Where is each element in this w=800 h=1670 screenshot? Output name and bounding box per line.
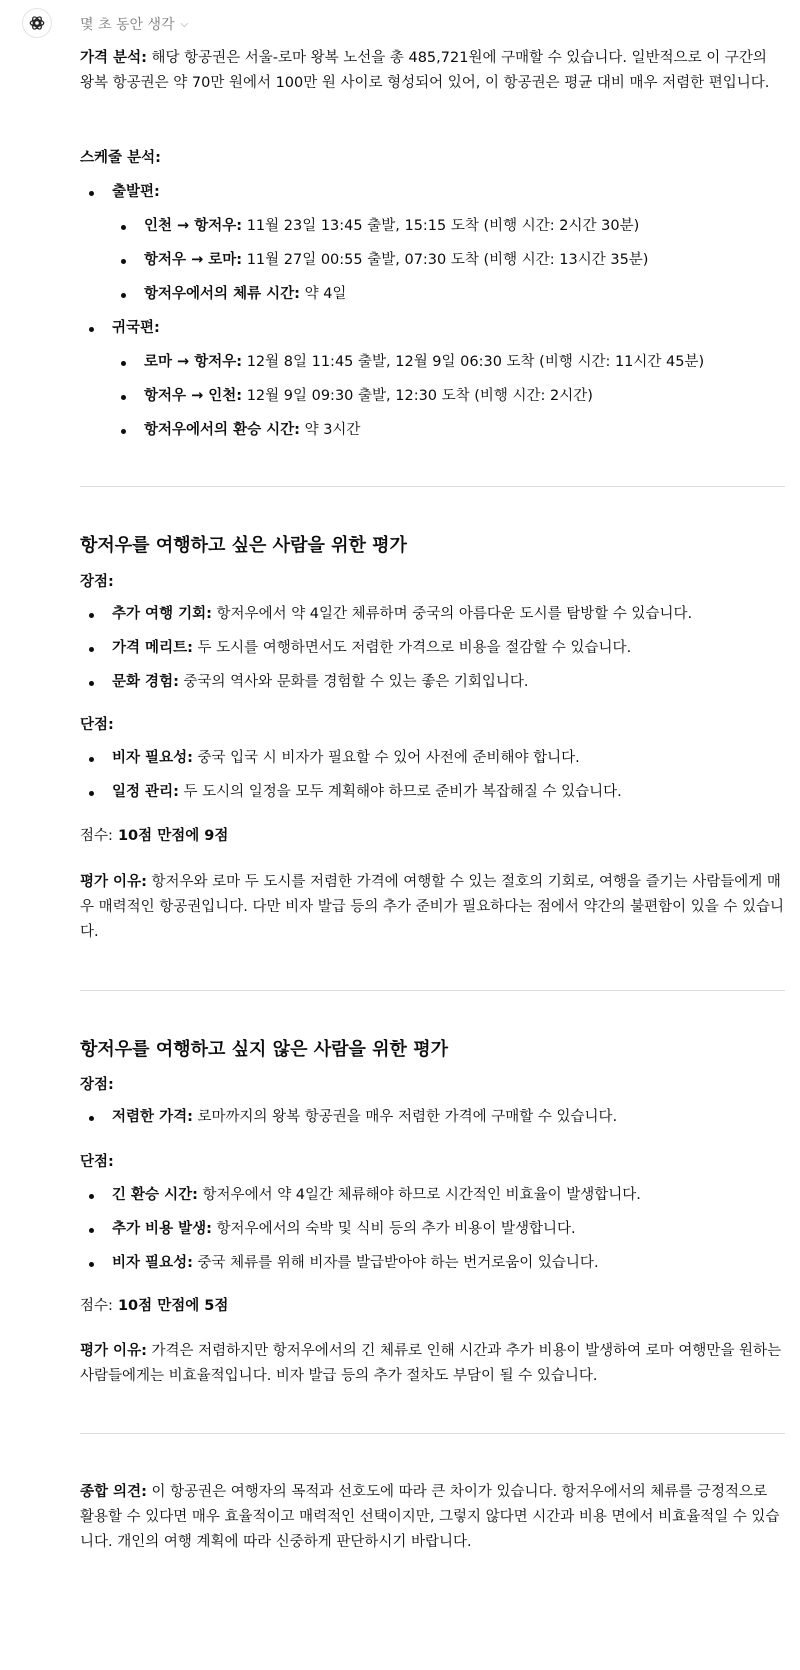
summary: 종합 의견: 이 항공권은 여행자의 목적과 선호도에 따라 큰 차이가 있습니다. 항저우에서의 체류를 긍정적으로 활용할 수 있다면 매우 효율적이고 매력적인 선택이지만, 그렇지 않다면 시간과 비용 면에서 비효율적일 수 있습니다. 개인의 여행 계획에 따라 신중하게 판단하시기 바랍니다. [80, 1484, 780, 1550]
price-text: 해당 항공권은 서울-로마 왕복 노선을 총 485,721원에 구매할 수 있습니다. 일반적으로 이 구간의 왕복 항공권은 약 70만 원에서 100만 원 사이로 형성되어 있어, 이 항공권은 평균 대비 매우 저렴한 편입니다. [80, 50, 770, 91]
price-label: 가격 분석: [80, 50, 147, 66]
section1-pros-list [80, 602, 785, 704]
list-item: 저렴한 가격: 로마까지의 왕복 항공권을 매우 저렴한 가격에 구매할 수 있습니다. [80, 1105, 785, 1139]
section2-pros-list [80, 1105, 785, 1139]
list-item: 일정 관리: 두 도시의 일정을 모두 계획해야 하므로 준비가 복잡해질 수 있습니다. [80, 780, 785, 814]
list-item: 추가 여행 기회: 항저우에서 약 4일간 체류하며 중국의 아름다운 도시를 탐방할 수 있습니다. [80, 602, 785, 636]
section1-score: 점수: 10점 만점에 9점 [80, 828, 229, 844]
divider [80, 1433, 785, 1434]
list-item: 로마 → 항저우: 12월 8일 11:45 출발, 12월 9일 06:30 도착 (비행 시간: 11시간 45분) [80, 350, 785, 384]
chevron-down-icon: ⌵ [180, 18, 189, 30]
list-item: 추가 비용 발생: 항저우에서의 숙박 및 식비 등의 추가 비용이 발생합니다. [80, 1217, 785, 1251]
list-item: 가격 메리트: 두 도시를 여행하면서도 저렴한 가격으로 비용을 절감할 수 있습니다. [80, 636, 785, 670]
section2-reason: 평가 이유: 가격은 저렴하지만 항저우에서의 긴 체류로 인해 시간과 추가 비용이 발생하여 로마 여행만을 원하는 사람들에게는 비효율적입니다. 비자 발급 등의 추가 절차도 부담이 될 수 있습니다. [80, 1343, 782, 1384]
list-item: 항저우에서의 환승 시간: 약 3시간 [80, 418, 785, 452]
section1-reason: 평가 이유: 항저우와 로마 두 도시를 저렴한 가격에 여행할 수 있는 절호의 기회로, 여행을 즐기는 사람들에게 매우 매력적인 항공권입니다. 다만 비자 발급 등의 추가 준비가 필요하다는 점에서 약간의 불편함이 있을 수 있습니다. [80, 874, 785, 940]
section1-cons-label: 단점: [80, 717, 114, 733]
schedule-title: 스케줄 분석: [80, 150, 161, 166]
list-item: 인천 → 항저우: 11월 23일 13:45 출발, 15:15 도착 (비행 시간: 2시간 30분) [80, 214, 785, 248]
thinking-toggle[interactable] [80, 14, 188, 34]
section1-pros-label: 장점: [80, 574, 114, 590]
list-item: 출발편: [80, 180, 785, 214]
list-item: 비자 필요성: 중국 체류를 위해 비자를 발급받아야 하는 번거로움이 있습니다. [80, 1251, 785, 1285]
section2-pros-label: 장점: [80, 1077, 114, 1093]
schedule-list [80, 180, 785, 452]
list-item: 문화 경험: 중국의 역사와 문화를 경험할 수 있는 좋은 기회입니다. [80, 670, 785, 704]
divider [80, 486, 785, 487]
openai-logo-icon [28, 14, 46, 32]
section2-score: 점수: 10점 만점에 5점 [80, 1298, 229, 1314]
list-item: 항저우 → 인천: 12월 9일 09:30 출발, 12:30 도착 (비행 시간: 2시간) [80, 384, 785, 418]
assistant-avatar [22, 8, 52, 38]
thinking-label: 몇 초 동안 생각 [80, 17, 175, 33]
list-item: 귀국편: [80, 316, 785, 350]
section1-cons-list [80, 746, 785, 814]
section2-cons-list [80, 1183, 785, 1285]
list-item: 항저우 → 로마: 11월 27일 00:55 출발, 07:30 도착 (비행 시간: 13시간 35분) [80, 248, 785, 282]
list-item: 비자 필요성: 중국 입국 시 비자가 필요할 수 있어 사전에 준비해야 합니다. [80, 746, 785, 780]
list-item: 항저우에서의 체류 시간: 약 4일 [80, 282, 785, 316]
section2-title: 항저우를 여행하고 싶지 않은 사람을 위한 평가 [80, 1039, 448, 1060]
list-item: 긴 환승 시간: 항저우에서 약 4일간 체류해야 하므로 시간적인 비효율이 발생합니다. [80, 1183, 785, 1217]
section2-cons-label: 단점: [80, 1154, 114, 1170]
divider [80, 990, 785, 991]
price-analysis [80, 46, 785, 96]
section1-title: 항저우를 여행하고 싶은 사람을 위한 평가 [80, 535, 407, 556]
